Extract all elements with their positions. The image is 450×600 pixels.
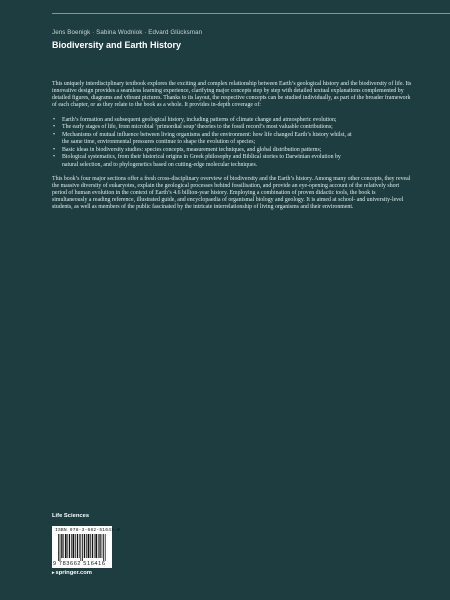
coverage-item: • Basic ideas in biodiversity studies: species concepts, measurement techniques, and global distribution patterns;: [62, 147, 412, 154]
publisher-arrow-icon: ▸: [52, 570, 55, 576]
publisher-url: springer.com: [55, 570, 92, 576]
coverage-item: • Mechanisms of mutual influence between living organisms and the environment: how life changed Earth’s history whilst, at the same time, environmental pressures continue to shape the evolution of species;: [62, 132, 412, 146]
top-rule: [52, 13, 450, 14]
coverage-list: [52, 117, 412, 169]
coverage-item: • Earth’s formation and subsequent geological history, including patterns of climate change and atmospheric evolution;: [62, 117, 412, 124]
ean-number: 9 783662 516416: [53, 561, 106, 567]
barcode: [52, 526, 121, 568]
book-title: Biodiversity and Earth History: [52, 40, 182, 50]
coverage-item: • Biological systematics, from their historical origins in Greek philosophy and Biblical stories to Darwinian evolution by natural selection, and to phylogenetics based on cutting-edge molecular techniques.: [62, 154, 412, 168]
isbn-label: ISBN 978-3-662-51641-6: [55, 528, 121, 533]
blurb-intro: This uniquely interdisciplinary textbook explores the exciting and complex relationship between Earth’s geological history and the biodiversity of life. Its innovative design provides a seamless learning experience, clarifying major concepts step by step with detailed textual explanations complemented by detailed figures, diagrams and vibrant pictures. Thanks to its layout, the respective concepts can be studied individually, as part of the broader framework of each chapter, or as they relate to the book as a whole. It provides in-depth coverage of:: [52, 81, 412, 109]
authors: Jens Boenigk · Sabina Wodniok · Edvard Glücksman: [52, 29, 203, 36]
barcode-bars-icon: [58, 534, 108, 561]
subject-category: Life Sciences: [52, 513, 90, 519]
blurb: [52, 81, 412, 219]
blurb-closing: This book’s four major sections offer a fresh cross-disciplinary overview of biodiversity and the Earth’s history. Among many other concepts, they reveal the massive diversity of eukaryotes, explain the geological processes behind fossilisation, and provide an eye-opening account of the relatively short period of human evolution in the context of Earth’s 4.6 billion-year history. Employing a combination of proven didactic tools, the book is simultaneously a reading reference, illustrated guide, and encyclopaedia of organismal biology and geology. It is aimed at school- and university-level students, as well as members of the public fascinated by the intricate interrelationship of living organisms and their environment.: [52, 175, 411, 211]
publisher-link[interactable]: [52, 570, 92, 576]
coverage-item: • The early stages of life, from microbial ‘primordial soup’ theories to the fossil record’s most valuable contributions;: [62, 124, 412, 131]
